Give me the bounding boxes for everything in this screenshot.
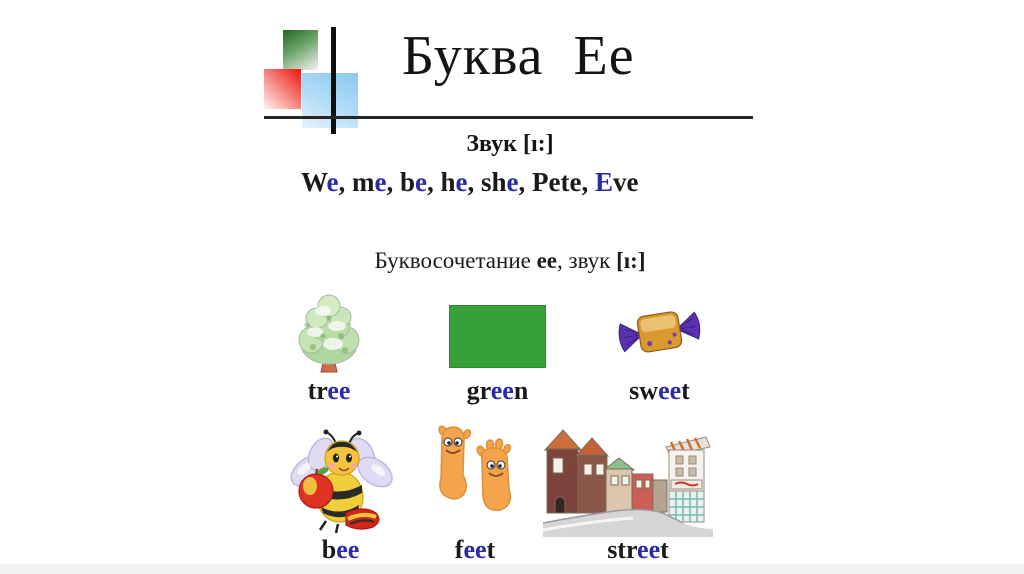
combo-heading [0,248,1020,274]
text-segment: gr [466,376,491,405]
deco-green-square [283,30,318,70]
text-segment: n [513,376,529,405]
text-segment: , [338,167,352,197]
text-segment: ee [463,535,487,564]
text-segment: f [454,535,464,564]
text-segment: b [321,535,337,564]
feet-icon [430,423,520,531]
card-label-tree [293,376,365,406]
text-segment: Pete [532,167,582,197]
text-segment: , [386,167,400,197]
text-segment: b [399,167,416,197]
title-divider-line [264,116,753,119]
feet-illustration [430,423,520,531]
text-segment: sw [629,376,659,405]
text-segment: e [415,167,427,197]
card-label-bee [288,535,393,565]
text-segment: e [455,167,468,197]
text-segment: , [427,167,441,197]
text-segment: ee [336,535,360,564]
candy-icon [612,299,707,365]
bee-icon [288,427,393,537]
text-segment: ee [637,535,661,564]
text-segment: sh [481,167,507,197]
text-segment: t [486,535,496,564]
text-segment: W [301,167,327,197]
text-segment: e [506,167,519,197]
text-segment: ee [658,376,682,405]
text-segment: e [326,167,339,197]
bottom-letterbox-strip [0,564,1024,574]
tree-illustration [293,292,365,374]
sound-heading: Звук [ı:] [466,131,554,157]
text-segment: [ı:] [616,248,646,273]
deco-blue-square [302,73,358,128]
text-segment: , [581,167,595,197]
text-segment: , [467,167,482,197]
bee-illustration [288,427,393,537]
candy-illustration [612,299,707,365]
text-segment: str [607,535,638,564]
deco-red-square [264,69,301,109]
street-icon [543,420,713,538]
street-illustration [543,420,713,538]
text-segment: , звук [557,248,617,273]
card-label-street [553,535,723,565]
text-segment: m [352,167,375,197]
card-label-feet [430,535,520,565]
example-words-line [301,167,638,198]
text-segment: Буквосочетание [374,248,537,273]
text-segment: , [518,167,533,197]
text-segment: E [594,167,613,197]
tree-icon [293,292,365,374]
green-rectangle [449,305,546,368]
text-segment: e [374,167,387,197]
text-segment: ee [490,376,514,405]
card-label-sweet [612,376,707,406]
text-segment: ее [536,248,558,273]
text-segment: t [681,376,690,405]
card-label-green [449,376,546,406]
text-segment: ve [613,167,639,197]
text-segment: tr [307,376,328,405]
text-segment: h [440,167,456,197]
text-segment: ee [327,376,351,405]
slide-title: Буква Ее [402,25,635,87]
text-segment: t [660,535,669,564]
